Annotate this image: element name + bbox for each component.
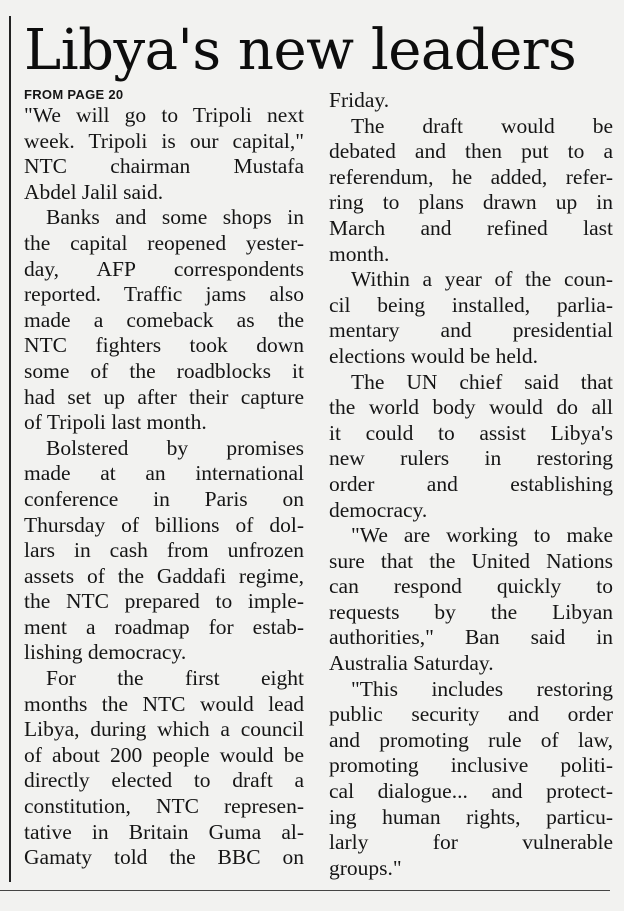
- text-line: the world body would do all: [329, 395, 613, 420]
- text-line: Banks and some shops in: [46, 205, 304, 230]
- text-line: tative in Britain Guma al-: [24, 819, 304, 844]
- text-line: months the NTC would lead: [24, 691, 304, 716]
- text-line: can respond quickly to: [329, 574, 613, 599]
- text-line: mentary and presidential: [329, 318, 613, 343]
- bottom-rule: [0, 890, 610, 891]
- text-line: it could to assist Libya's: [329, 420, 613, 445]
- text-line: new rulers in restoring: [329, 446, 613, 471]
- text-line: The UN chief said that: [351, 369, 613, 394]
- article-column-right: [329, 88, 613, 881]
- text-line: Abdel Jalil said.: [24, 179, 164, 204]
- text-line: Gamaty told the BBC on: [24, 845, 304, 870]
- text-line: Friday.: [329, 88, 390, 112]
- text-line: had set up after their capture: [24, 384, 304, 409]
- text-line: Thursday of billions of dol-: [24, 512, 304, 537]
- text-line: the capital reopened yester-: [24, 230, 304, 255]
- text-line: "We are working to make: [351, 523, 613, 548]
- text-line: order and establishing: [329, 471, 613, 496]
- text-line: promoting inclusive politi-: [329, 753, 613, 778]
- text-line: lars in cash from unfrozen: [24, 538, 304, 563]
- text-line: constitution, NTC represen-: [24, 794, 304, 819]
- text-line: democracy.: [329, 497, 428, 522]
- text-line: made at an international: [24, 461, 304, 486]
- text-line: For the first eight: [46, 666, 304, 691]
- text-line: directly elected to draft a: [24, 768, 304, 793]
- text-line: larly for vulnerable: [329, 830, 613, 855]
- text-line: debated and then put to a: [329, 139, 613, 164]
- text-line: the NTC prepared to imple-: [24, 589, 304, 614]
- left-column-text: [24, 103, 304, 871]
- text-line: cal dialogue... and protect-: [329, 779, 613, 804]
- text-line: elections would be held.: [329, 343, 538, 368]
- text-line: "This includes restoring: [351, 676, 613, 701]
- text-line: March and refined last: [329, 215, 613, 240]
- text-line: cil being installed, parlia-: [329, 292, 613, 317]
- text-line: Bolstered by promises: [46, 435, 304, 460]
- text-line: made a comeback as the: [24, 307, 304, 332]
- text-line: month.: [329, 241, 390, 266]
- article-column-left: [24, 88, 304, 871]
- text-line: day, AFP correspondents: [24, 256, 304, 281]
- text-line: "We will go to Tripoli next: [24, 103, 304, 127]
- column-rule-left: [9, 16, 11, 882]
- text-line: NTC chairman Mustafa: [24, 154, 304, 179]
- text-line: public security and order: [329, 702, 613, 727]
- text-line: Australia Saturday.: [329, 651, 494, 676]
- text-line: ing human rights, particu-: [329, 804, 613, 829]
- text-line: conference in Paris on: [24, 486, 304, 511]
- text-line: The draft would be: [351, 113, 613, 138]
- text-line: authorities," Ban said in: [329, 625, 613, 650]
- text-line: and promoting rule of law,: [329, 727, 613, 752]
- text-line: ring to plans drawn up in: [329, 190, 613, 215]
- text-line: assets of the Gaddafi regime,: [24, 563, 304, 588]
- text-line: some of the roadblocks it: [24, 358, 304, 383]
- text-line: reported. Traffic jams also: [24, 282, 304, 307]
- text-line: referendum, he added, refer-: [329, 164, 613, 189]
- text-line: sure that the United Nations: [329, 548, 613, 573]
- text-line: NTC fighters took down: [24, 333, 304, 358]
- text-line: Within a year of the coun-: [351, 267, 613, 292]
- text-line: groups.": [329, 855, 402, 880]
- text-line: ment a roadmap for estab-: [24, 614, 304, 639]
- right-column-text: [329, 88, 613, 881]
- kicker-from-page: FROM PAGE 20: [24, 87, 124, 102]
- text-line: Libya, during which a council: [24, 717, 304, 742]
- text-line: requests by the Libyan: [329, 599, 613, 624]
- headline: Libya's new leaders: [24, 18, 577, 83]
- text-line: lishing democracy.: [24, 640, 187, 665]
- text-line: of Tripoli last month.: [24, 410, 207, 435]
- text-line: week. Tripoli is our capital,": [24, 128, 304, 153]
- text-line: of about 200 people would be: [24, 742, 304, 767]
